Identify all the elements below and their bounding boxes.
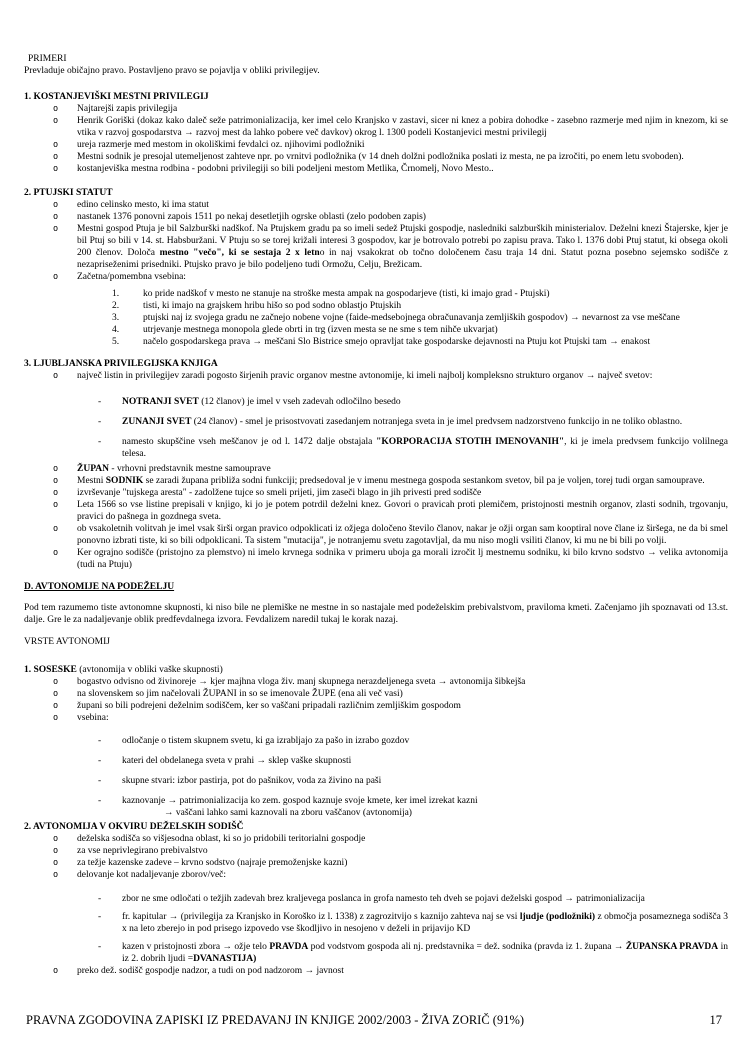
section-heading xyxy=(24,664,728,676)
text-run: in iz 2. dobrih ljudi = xyxy=(122,942,728,964)
bullet-item xyxy=(24,845,728,857)
bullet-item xyxy=(24,370,728,382)
dash-bullet-marker: - xyxy=(98,397,102,407)
dash-item xyxy=(24,396,728,408)
circle-bullet-marker: o xyxy=(53,116,59,126)
text-run: Ker ograjno sodišče (pristojno za plemstvo) ni imelo krvnega sodnika v primeru uboja ga morali izročit lj mestnemu sodniku, ki bilo krvno sodstvo → velika avtonomija (tudi na Ptuju) xyxy=(77,548,728,570)
numbered-item xyxy=(24,300,728,312)
text-run: "KORPORACIJA STOTIH IMENOVANIH" xyxy=(376,437,565,447)
numbered-item xyxy=(24,288,728,300)
text-run: izvrševanje "tujskega aresta" - zadolžene tujce so smeli prijeti, jim zaseči blago in jih privesti pred sodišče xyxy=(77,488,482,498)
text-run: kateri del obdelanega sveta v prahi → sklep vaške skupnosti xyxy=(122,756,352,766)
text-run: NOTRANJI SVET xyxy=(122,397,199,407)
circle-bullet-marker: o xyxy=(53,701,59,711)
text-run: deželska sodišča so višjesodna oblast, ki so jo pridobili teritorialni gospodje xyxy=(77,834,366,844)
circle-bullet-marker: o xyxy=(53,272,59,282)
text-run: fr. kapitular → (privilegija za Kranjsko in Koroško iz l. 1338) z zagrozitvijo s kaznijo zahteva naj se vsi xyxy=(122,912,520,922)
circle-bullet-marker: o xyxy=(53,689,59,699)
bullet-item xyxy=(24,223,728,271)
circle-bullet-marker: o xyxy=(53,858,59,868)
text-run: PRAVDA xyxy=(269,942,309,952)
dash-item xyxy=(24,911,728,935)
bullet-item xyxy=(24,151,728,163)
circle-bullet-marker: o xyxy=(53,846,59,856)
page-number: 17 xyxy=(709,1013,722,1027)
bullet-item xyxy=(24,499,728,523)
number-marker: 2. xyxy=(112,301,120,311)
section-heading xyxy=(24,821,728,833)
circle-bullet-marker: o xyxy=(53,966,59,976)
dash-bullet-marker: - xyxy=(98,796,102,806)
bullet-item xyxy=(24,712,728,724)
text-run: ZUNANJI SVET xyxy=(122,417,192,427)
bullet-item xyxy=(24,103,728,115)
text-run: , ki je imela predvsem funkcijo volilnega telesa. xyxy=(122,437,729,459)
circle-bullet-marker: o xyxy=(53,524,59,534)
circle-bullet-marker: o xyxy=(53,212,59,222)
numbered-item xyxy=(24,324,728,336)
text-run: za vse neprivlegirano prebivalstvo xyxy=(77,846,208,856)
number-marker: 4. xyxy=(112,325,120,335)
text-run: odločanje o tistem skupnem svetu, ki ga izrabljajo za pašo in izrabo gozdov xyxy=(122,736,410,746)
text-run: ptujski naj iz svojega gradu ne začnejo nobene vojne (faide-medsebojnega obračunavanja zemljiških gospodov) → nevarnost za vse meščane xyxy=(143,313,680,323)
text-run: 2. AVTONOMIJA V OKVIRU DEŽELSKIH SODIŠČ xyxy=(24,822,244,832)
circle-bullet-marker: o xyxy=(53,224,59,234)
dash-bullet-marker: - xyxy=(98,942,102,952)
bullet-item xyxy=(24,463,728,475)
circle-bullet-marker: o xyxy=(53,464,59,474)
bullet-item xyxy=(24,199,728,211)
numbered-item xyxy=(24,312,728,324)
dash-bullet-marker: - xyxy=(98,776,102,786)
section-heading xyxy=(24,581,728,593)
text-run: župani so bili podrejeni deželnim sodiščem, ker so vaščani pripadali različnim zemljiškim gospodom xyxy=(77,701,461,711)
text-run: nastanek 1376 ponovni zapois 1511 po nekaj desetletjih ogrske oblasti (zelo podoben zapis) xyxy=(77,212,426,222)
text-run: vsebina: xyxy=(77,713,109,723)
text-run: se zaradi župana približa sodni funkciji; predsedoval je v imenu mestnega gospoda sestankom svetov, bil pa je voljen, torej tudi organ samouprave. xyxy=(143,476,705,486)
text-run: skupne stvari: izbor pastirja, pot do pašnikov, voda za živino na paši xyxy=(122,776,382,786)
text-run: ŽUPAN xyxy=(77,464,110,474)
text-run: PRIMERI xyxy=(28,54,67,64)
circle-bullet-marker: o xyxy=(53,476,59,486)
circle-bullet-marker: o xyxy=(53,500,59,510)
text-run: (24 članov) - smel je prisostvovati zasedanjem notranjega sveta in je imel predvsem nadzorstveno funkcijo in ne toliko oblastno. xyxy=(191,417,683,427)
dash-bullet-marker: - xyxy=(98,417,102,427)
dash-bullet-marker: - xyxy=(98,437,102,447)
text-run: ko pride nadškof v mesto ne stanuje na stroške mesta ampak na gospodarjeve (tisti, ki imajo grad - Ptujski) xyxy=(143,289,550,299)
bullet-item xyxy=(24,487,728,499)
circle-bullet-marker: o xyxy=(53,200,59,210)
footer-title: PRAVNA ZGODOVINA ZAPISKI IZ PREDAVANJ IN KNJIGE 2002/2003 - ŽIVA ZORIČ (91%) xyxy=(26,1013,525,1027)
bullet-item xyxy=(24,139,728,151)
dash-item xyxy=(24,893,728,905)
dash-item xyxy=(24,775,728,787)
bullet-item xyxy=(24,688,728,700)
text-run: namesto skupščine vseh meščanov je od l. 1472 dalje obstajala xyxy=(122,437,377,447)
circle-bullet-marker: o xyxy=(53,548,59,558)
bullet-item xyxy=(24,965,728,977)
circle-bullet-marker: o xyxy=(53,164,59,174)
text-run: edino celinsko mesto, ki ima statut xyxy=(77,200,209,210)
dash-item xyxy=(24,755,728,767)
bullet-item xyxy=(24,857,728,869)
bullet-item xyxy=(24,163,728,175)
text-run: Mestni xyxy=(77,476,106,486)
text-run: 1. SOSESKE xyxy=(24,665,77,675)
section-heading xyxy=(24,187,728,199)
text-run: Mestni sodnik je presojal utemeljenost zahteve npr. po vrnitvi podložnika (v 14 dneh dolžni podložnika poslati iz mesta, ne pa izročiti, po enem letu svoboden). xyxy=(77,152,684,162)
text-run: z območja posameznega sodišča 3 x na leto zberejo in pod prisego izpovedo vse škodljivo in nesojeno v deželi in prijavijo KD xyxy=(122,912,728,934)
text-run: VRSTE AVTONOMIJ xyxy=(24,637,110,647)
text-run: - vrhovni predstavnik mestne samouprave xyxy=(109,464,271,474)
number-marker: 1. xyxy=(112,289,120,299)
dash-bullet-marker: - xyxy=(98,756,102,766)
text-run: kazen v pristojnosti zbora → ožje telo xyxy=(122,942,270,952)
text-run: → vaščani lahko sami kaznovali na zboru vaščanov (avtonomija) xyxy=(164,808,412,818)
paragraph xyxy=(28,53,728,65)
text-run: za težje kazenske zadeve – krvno sodstvo (najraje premoženjske kazni) xyxy=(77,858,348,868)
text-run: Leta 1566 so vse listine prepisali v knjigo, ki jo je potem potrdil deželni knez. Govori o pravicah proti plemičem, pristojnosti mestnih organov, zlasti sodnih, trgovanju, pravici do pašnega in gozdnega sveta. xyxy=(77,500,728,522)
circle-bullet-marker: o xyxy=(53,834,59,844)
circle-bullet-marker: o xyxy=(53,870,59,880)
dash-bullet-marker: - xyxy=(98,736,102,746)
text-run: bogastvo odvisno od živinoreje → kjer majhna vloga živ. manj skupnega nerazdeljenega sveta → avtonomija šibkejša xyxy=(77,677,526,687)
text-run: (avtonomija v obliki vaške skupnosti) xyxy=(76,665,223,675)
text-run: DVANASTIJA) xyxy=(193,954,257,964)
page-footer xyxy=(26,1013,722,1028)
bullet-item xyxy=(24,475,728,487)
dash-bullet-marker: - xyxy=(98,894,102,904)
text-run: Mestni gospod Ptuja je bil Salzburški nadškof. Na Ptujskem gradu pa so imeli sedež Ptujski gospodje, nasledniki salzburških ministerialov. Deželni knezi Štajerske, kjer je bil Ptuj so bili v 14. st. Habsburžani. V Ptuju so se torej križali interesi 3 gospodov, kar je botrovalo potrebi po zapisu prava. Tako l. 1376 dobi Ptuj statut, ki obsega okoli 200 členov. Določa xyxy=(77,224,728,258)
dash-item xyxy=(24,416,728,428)
text-run: ob vsakoletnih volitvah je imel vsak širši organ pravico odpoklicati iz ožjega določeno število članov, nakar je ožji organ sam kooptiral nove člane iz širšega, ne da bi smel ponovno izbrati tiste, ki so bili odpoklicani. Ta sistem "mutacija", je notranjemu svetu zagotavljal, da mu niso mogli vsiliti članov, ki mu ne bi bili po volji. xyxy=(77,524,728,546)
dash-item xyxy=(24,795,728,807)
circle-bullet-marker: o xyxy=(53,104,59,114)
circle-bullet-marker: o xyxy=(53,140,59,150)
text-run: ljudje (podložniki) xyxy=(519,912,596,922)
paragraph xyxy=(24,65,728,77)
text-run: o in naj vsakokrat ob točno določenem času traja 14 dni. Statut pozna posebno sejemsko sodišče z nezapriseženimi prisedniki. Ptujsko pravo je bilo podeljeno tudi Ormožu, Celju, Brežicam. xyxy=(77,248,728,270)
text-run: Začetna/pomembna vsebina: xyxy=(77,272,186,282)
text-run: največ listin in privilegijev zaradi pogosto širjenih pravic organov mestne avtonomije, ki imeli najbolj kompleksno strukturo organov → največ svetov: xyxy=(77,371,653,381)
bullet-item xyxy=(24,700,728,712)
dash-item xyxy=(24,436,728,460)
circle-bullet-marker: o xyxy=(53,371,59,381)
bullet-item xyxy=(24,869,728,881)
bullet-item xyxy=(24,115,728,139)
text-run: 2. PTUJSKI STATUT xyxy=(24,188,113,198)
paragraph xyxy=(24,602,728,626)
dash-item xyxy=(24,941,728,965)
bullet-item xyxy=(24,547,728,571)
text-run: ŽUPANSKA PRAVDA xyxy=(625,942,719,952)
text-run: Najtarejši zapis privilegija xyxy=(77,104,178,114)
circle-bullet-marker: o xyxy=(53,677,59,687)
bullet-item xyxy=(24,676,728,688)
text-run: delovanje kot nadaljevanje zborov/več: xyxy=(77,870,227,880)
text-run: kaznovanje → patrimonializacija ko zem. gospod kaznuje svoje kmete, ker imel izrekat kazni xyxy=(122,796,478,806)
text-run: na slovenskem so jim načelovali ŽUPANI in so se imenovale ŽUPE (ena ali več vasi) xyxy=(77,689,403,699)
text-run: tisti, ki imajo na grajskem hribu hišo so pod sodno oblastjo Ptujskih xyxy=(143,301,402,311)
circle-bullet-marker: o xyxy=(53,488,59,498)
circle-bullet-marker: o xyxy=(53,152,59,162)
text-run: SODNIK xyxy=(105,476,144,486)
text-run: načelo gospodarskega prava → meščani Slo Bistrice smejo opravljat take gospodarske dejavnosti na Ptuju kot Ptujski tam → enakost xyxy=(143,337,651,347)
text-run: Henrik Goriški (dokaz kako daleč seže patrimonializacija, ker imel celo Kranjsko v zastavi, sicer ni knez a pobira dohodke - zasebno razmerje med njim in knezom, ki se vtika v razvoj gospodarstva → razvoj mest da lahko pobere več davkov) okrog l. 1300 podeli Kostanjevici mestni privilegij xyxy=(77,116,728,138)
bullet-item xyxy=(24,523,728,547)
continuation-line xyxy=(24,807,728,819)
text-run: 1. KOSTANJEVIŠKI MESTNI PRIVILEGIJ xyxy=(24,92,209,102)
text-run: preko dež. sodišč gospodje nadzor, a tudi on pod nadzorom → javnost xyxy=(77,966,344,976)
bullet-item xyxy=(24,271,728,283)
text-run: zbor ne sme odločati o težjih zadevah brez kraljevega poslanca in grofa namesto teh dveh se pojavi deželski gospod → patrimonializacija xyxy=(122,894,645,904)
dash-item xyxy=(24,735,728,747)
paragraph xyxy=(24,636,728,648)
text-run: Pod tem razumemo tiste avtonomne skupnosti, ki niso bile ne plemiške ne mestne in so nastajale med podeželskim prebivalstvom, praviloma kmeti. Začenjamo jih spoznavati od 13.st. dalje. Gre le za nadaljevanje oblik predfevdalnega izvora. Fevdalizem naredil tukaj le korak nazaj. xyxy=(24,603,728,625)
text-run: (12 članov) je imel v vseh zadevah odločilno besedo xyxy=(198,397,401,407)
text-run: D. AVTONOMIJE NA PODEŽELJU xyxy=(24,582,175,592)
text-run: kostanjeviška mestna rodbina - podobni privilegiji so bili podeljeni mestom Metlika, Črnomelj, Novo Mesto.. xyxy=(77,164,494,174)
text-run: 3. LJUBLJANSKA PRIVILEGIJSKA KNJIGA xyxy=(24,359,218,369)
circle-bullet-marker: o xyxy=(53,713,59,723)
text-run: mestno "večo", ki se sestaja 2 x letn xyxy=(159,248,320,258)
text-run: ureja razmerje med mestom in okoliškimi fevdalci oz. njihovimi podložniki xyxy=(77,140,365,150)
numbered-item xyxy=(24,336,728,348)
number-marker: 5. xyxy=(112,337,120,347)
bullet-item xyxy=(24,833,728,845)
text-run: pod vodstvom gospoda ali nj. predstavnika = dež. sodnika (pravda iz 1. župana → xyxy=(308,942,626,952)
text-run: Prevladuje običajno pravo. Postavljeno pravo se pojavlja v obliki privilegijev. xyxy=(24,66,320,76)
dash-bullet-marker: - xyxy=(98,912,102,922)
number-marker: 3. xyxy=(112,313,120,323)
bullet-item xyxy=(24,211,728,223)
section-heading xyxy=(24,358,728,370)
section-heading xyxy=(24,91,728,103)
text-run: utrjevanje mestnega monopola glede obrti in trg (izven mesta se ne sme s tem nihče ukvarjat) xyxy=(143,325,498,335)
